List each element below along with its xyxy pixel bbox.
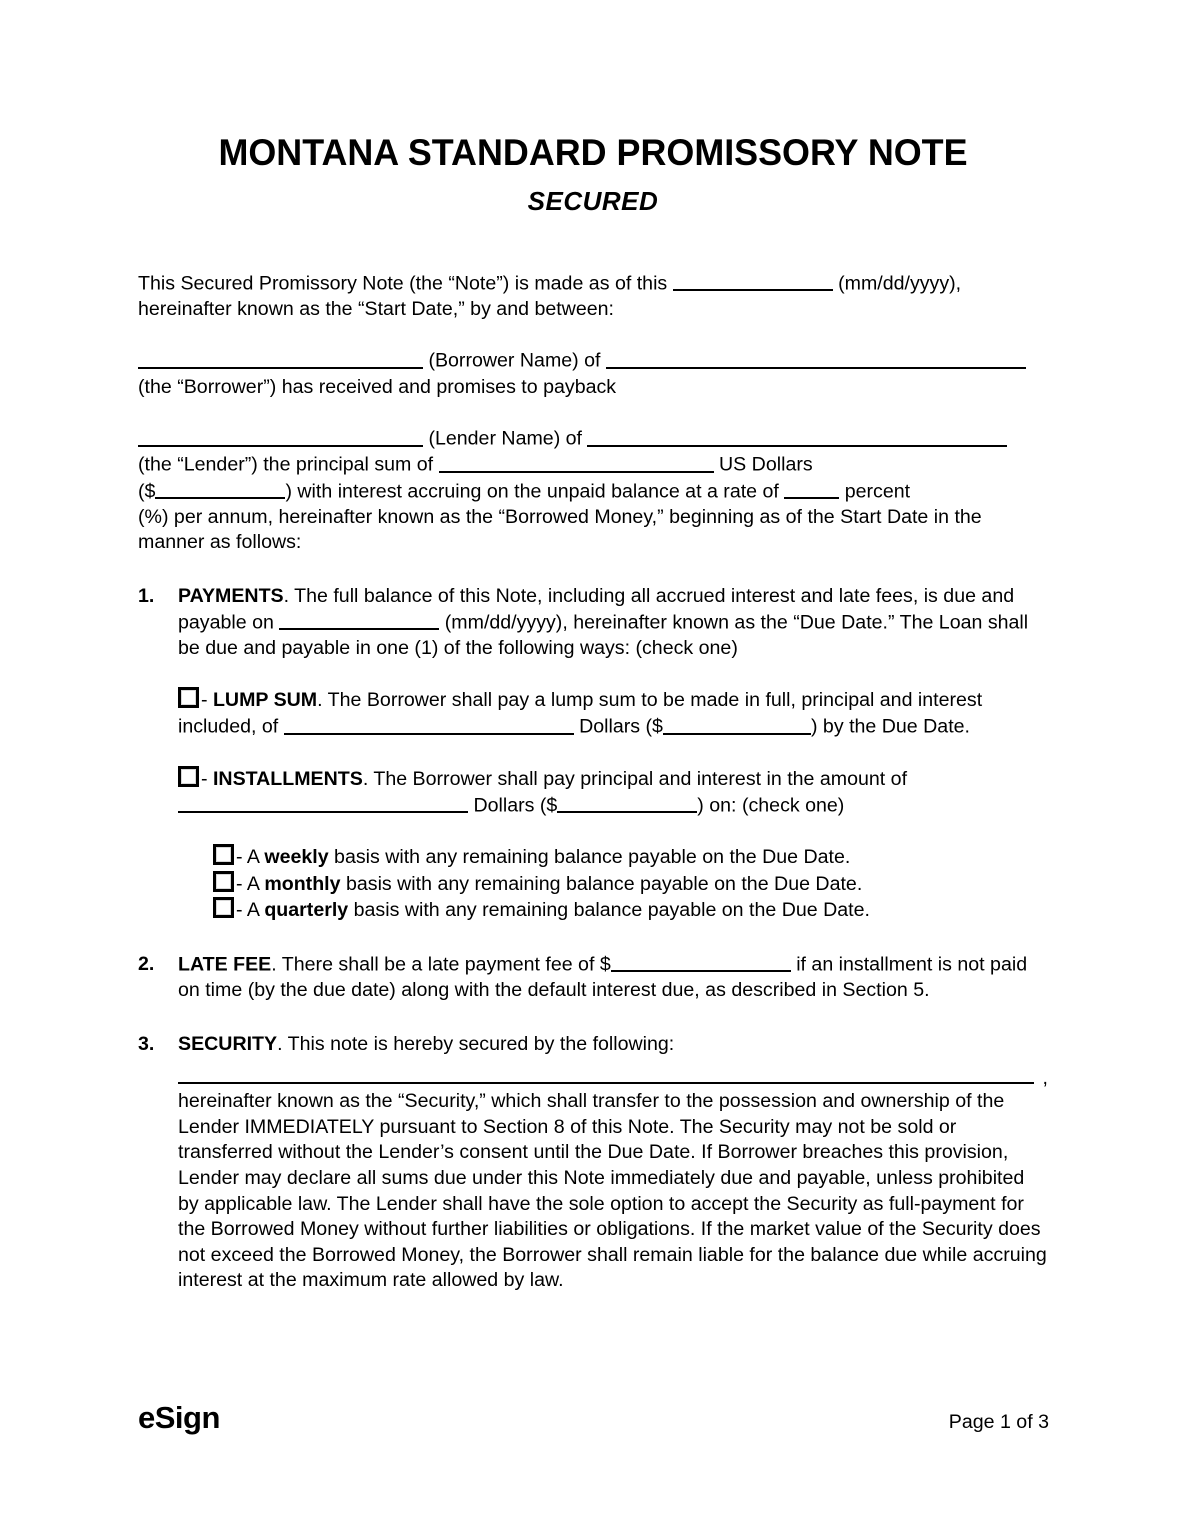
checkbox-inner: [181, 690, 196, 705]
spacer: [138, 819, 1048, 844]
checkbox-inner: [216, 900, 231, 915]
installments-amount-blank[interactable]: [557, 793, 697, 814]
spacer: [138, 661, 1048, 687]
interest-rate-blank[interactable]: [784, 479, 839, 500]
monthly-label: monthly: [264, 872, 341, 895]
section-security: [138, 1032, 1048, 1058]
checkbox-inner: [181, 769, 196, 784]
lump-sum-label: LUMP SUM: [212, 689, 318, 712]
lump-sum-option: [178, 687, 1048, 740]
installments-dash: -: [201, 768, 213, 791]
lender-address-blank[interactable]: [587, 426, 1007, 447]
intro-text-2: (mm/dd/yyyy), hereinafter known as the “Start Date,” by and between:: [138, 272, 962, 320]
frequency-monthly-row: [213, 871, 1048, 898]
section-heading-security: SECURITY: [178, 1032, 278, 1055]
quarterly-dash: - A: [236, 899, 265, 922]
borrower-name-label: (Borrower Name) of: [423, 350, 606, 373]
quarterly-label: quarterly: [264, 899, 349, 922]
document-content: [138, 0, 1048, 1294]
installments-checkbox[interactable]: [178, 766, 199, 787]
installments-dollars-blank[interactable]: [178, 793, 468, 814]
security-detail-wrap: [138, 1063, 1048, 1294]
section-number-2: 2.: [138, 952, 155, 975]
principal-sum-line: [138, 452, 1048, 478]
security-description-line[interactable]: [178, 1063, 1048, 1089]
weekly-text: basis with any remaining balance payable on the Due Date.: [328, 846, 851, 869]
amount-text-1: ($: [138, 480, 156, 503]
monthly-text: basis with any remaining balance payable on the Due Date.: [340, 872, 863, 895]
section-number-3: 3.: [138, 1032, 155, 1055]
checkbox-inner: [216, 874, 231, 889]
payments-text-2: (mm/dd/yyyy), hereinafter known as the “Due Date.” The Loan shall be due and payable in one (1) of the following ways: (check one): [178, 611, 1029, 659]
lump-sum-row: [178, 687, 1048, 740]
principal-text-1: (the “Lender”) the principal sum of: [138, 454, 439, 477]
intro-text-1: This Secured Promissory Note (the “Note”) is made as of this: [138, 272, 673, 295]
payments-text-1: . The full balance of this Note, including all accrued interest and late fees, is due and payable on: [178, 585, 1015, 634]
lump-sum-text-3: ) by the Due Date.: [810, 715, 970, 738]
lender-name-blank[interactable]: [138, 426, 423, 447]
spacer: [138, 556, 1048, 584]
installments-text-1: . The Borrower shall pay principal and interest in the amount of: [362, 768, 908, 791]
principal-amount-blank[interactable]: [155, 479, 285, 500]
borrowed-money-line: (%) per annum, hereinafter known as the “Borrowed Money,” beginning as of the Start Date in the manner as follows:: [138, 505, 982, 554]
installments-text-2: Dollars ($: [468, 794, 558, 817]
security-description-blank[interactable]: [178, 1082, 1034, 1084]
borrower-line-2: (the “Borrower”) has received and promises to payback: [138, 375, 617, 398]
lender-name-label: (Lender Name) of: [423, 427, 588, 450]
principal-sum-blank[interactable]: [439, 452, 714, 473]
amount-text-2: ) with interest accruing on the unpaid balance at a rate of: [285, 480, 785, 503]
borrower-name-blank[interactable]: [138, 348, 423, 369]
weekly-dash: - A: [236, 846, 265, 869]
section-body-3: [178, 1032, 1048, 1058]
section-number-1: 1.: [138, 585, 155, 608]
due-date-blank[interactable]: [279, 610, 439, 631]
weekly-checkbox[interactable]: [213, 844, 234, 865]
page-title: MONTANA STANDARD PROMISSORY NOTE: [218, 132, 968, 173]
borrower-line: [138, 348, 1048, 374]
installments-row: [178, 766, 1048, 819]
section-heading-late-fee: LATE FEE: [178, 953, 272, 976]
section-body-1: [178, 584, 1048, 661]
lump-sum-text-2: Dollars ($: [573, 715, 663, 738]
security-detail-body: [178, 1063, 1048, 1294]
installments-option: [178, 766, 1048, 819]
section-payments: [138, 584, 1048, 661]
monthly-dash: - A: [236, 872, 265, 895]
late-fee-text-1: . There shall be a late payment fee of $: [271, 953, 611, 976]
late-fee-text-2: if an installment is not paid on time (by the due date) along with the default interest due, as described in Section 5.: [178, 953, 1028, 1002]
security-trailing-comma: ,: [1042, 1066, 1048, 1089]
section-body-2: [178, 952, 1048, 1004]
frequency-options: [213, 844, 1048, 924]
late-fee-amount-blank[interactable]: [611, 952, 791, 973]
security-text-1: . This note is hereby secured by the following:: [277, 1032, 675, 1055]
amount-text-3: percent: [839, 480, 911, 503]
weekly-label: weekly: [264, 846, 329, 869]
lump-sum-amount-blank[interactable]: [663, 714, 811, 735]
frequency-quarterly-row: [213, 897, 1048, 924]
lender-line: [138, 426, 1048, 452]
section-late-fee: [138, 952, 1048, 1004]
spacer: [138, 740, 1048, 766]
security-paragraph: hereinafter known as the “Security,” which shall transfer to the possession and ownership of the Lender IMMEDIATELY pursuant to Section 8 of this Note. The Security may not be sold or transferred without the Lender’s consent until the Due Date. If Borrower breaches this provision, Lender may declare all sums due under this Note immediately due and payable, unless prohibited by applicable law. The Lender shall have the sole option to accept the Security as full-payment for the Borrowed Money without further liabilities or obligations. If the market value of the Security does not exceed the Borrowed Money, the Borrower shall remain liable for the balance due while accruing interest at the maximum rate allowed by law.: [178, 1090, 1047, 1292]
document-body: [138, 217, 1048, 1294]
spacer: [138, 924, 1048, 952]
lump-sum-dollars-blank[interactable]: [284, 714, 574, 735]
frequency-weekly-row: [213, 844, 1048, 871]
installments-label: INSTALLMENTS: [212, 768, 363, 791]
spacer: [138, 400, 1048, 426]
borrower-address-blank[interactable]: [606, 348, 1026, 369]
start-date-blank[interactable]: [673, 271, 833, 292]
principal-text-2: US Dollars: [713, 454, 813, 477]
spacer: [138, 322, 1048, 348]
lump-sum-text-1: . The Borrower shall pay a lump sum to be made in full, principal and interest included, of: [178, 689, 983, 738]
quarterly-checkbox[interactable]: [213, 897, 234, 918]
page-footer: [138, 1400, 1049, 1436]
interest-rate-line: [138, 479, 1048, 505]
page-subtitle: SECURED: [527, 185, 659, 216]
installments-text-3: ) on: (check one): [697, 794, 845, 817]
lump-sum-dash: -: [201, 689, 213, 712]
lump-sum-checkbox[interactable]: [178, 687, 199, 708]
checkbox-inner: [216, 847, 231, 862]
spacer: [138, 1004, 1048, 1032]
quarterly-text: basis with any remaining balance payable on the Due Date.: [348, 899, 870, 922]
page-number: Page 1 of 3: [948, 1411, 1049, 1433]
intro-paragraph: [138, 271, 1048, 323]
esign-logo: eSign: [138, 1400, 220, 1435]
section-heading-payments: PAYMENTS: [178, 585, 284, 608]
monthly-checkbox[interactable]: [213, 871, 234, 892]
